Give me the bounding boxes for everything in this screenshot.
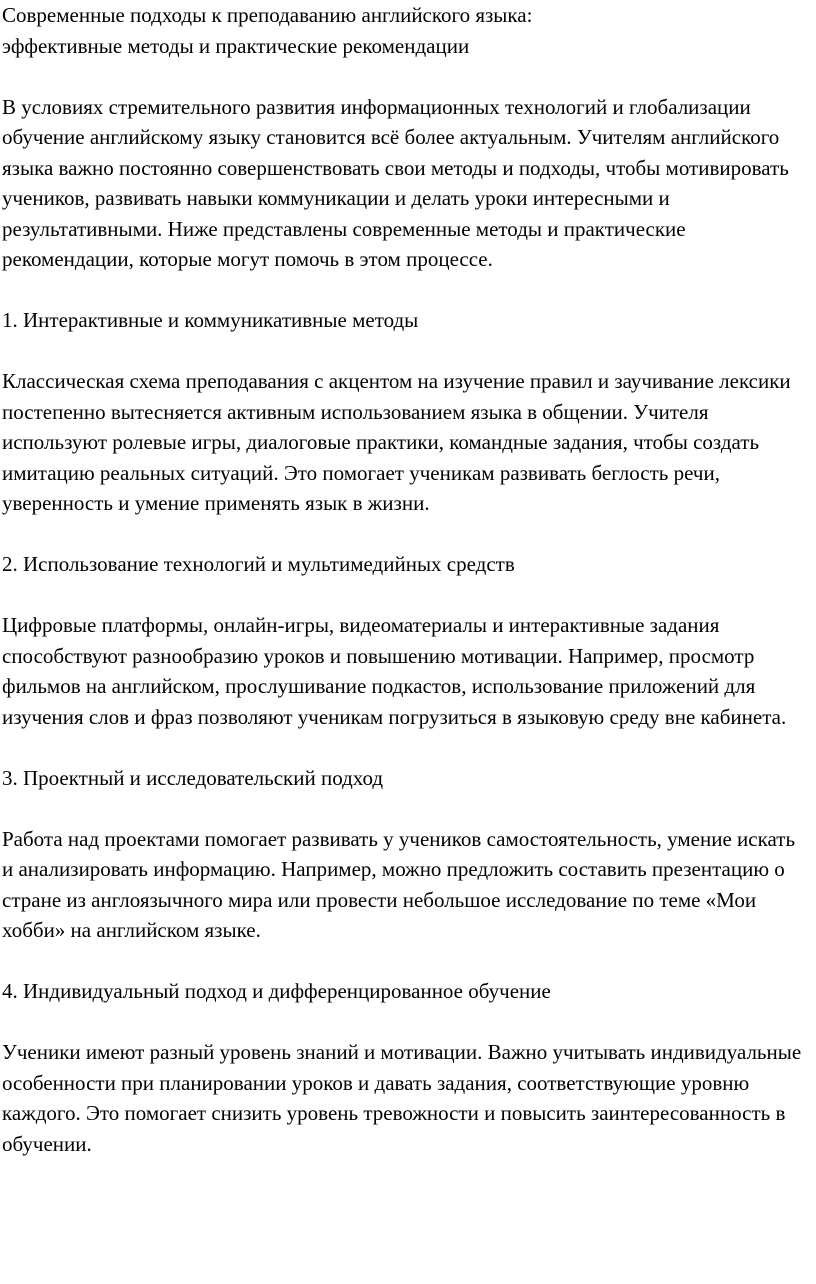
intro-paragraph: В условиях стремительного развития информационных технологий и глобализации обучение английскому языку становится всё более актуальным. Учителям английского языка важно постоянно совершенствовать свои методы и подходы, чтобы мотивировать учеников, развивать навыки коммуникации и делать уроки интересными и результативными. Ниже представлены современные методы и практические рекомендации, которые могут помочь в этом процессе. [2,94,789,271]
section-text-3: Работа над проектами помогает развивать у учеников самостоятельность, умение искать и анализировать информацию. Например, можно предложить составить презентацию о стране из англоязычного мира или провести небольшое исследование по теме «Мои хобби» на английском языке. [2,826,796,942]
section-heading-2: 2. Использование технологий и мультимедийных средств [2,552,515,576]
section-heading-3: 3. Проектный и исследовательский подход [2,765,384,790]
section-text-4: Ученики имеют разный уровень знаний и мотивации. Важно учитывать индивидуальные особенности при планировании уроков и давать задания, соответствующие уровню каждого. Это помогает снизить уровень тревожности и повысить заинтересованность в обучении. [2,1040,802,1156]
title-line-2: эффективные методы и практические рекомендации [2,33,470,58]
section-text-2: Цифровые платформы, онлайн-игры, видеоматериалы и интерактивные задания способствуют разнообразию уроков и повышению мотивации. Например, просмотр фильмов на английском, прослушивание подкастов, использование приложений для изучения слов и фраз позволяют ученикам погрузиться в языковую среду вне кабинета. [2,613,787,729]
document-title [2,0,808,61]
section-heading-1: 1. Интерактивные и коммуникативные методы [2,308,419,332]
section-text-1: Классическая схема преподавания с акцентом на изучение правил и заучивание лексики постепенно вытесняется активным использованием языка в общении. Учителя используют ролевые игры, диалоговые практики, командные задания, чтобы создать имитацию реальных ситуаций. Это помогает ученикам развивать беглость речи, уверенность и умение применять язык в жизни. [2,369,791,515]
section-heading-4: 4. Индивидуальный подход и дифференцированное обучение [2,979,551,1003]
title-line-1: Современные подходы к преподаванию английского языка: [2,3,533,27]
